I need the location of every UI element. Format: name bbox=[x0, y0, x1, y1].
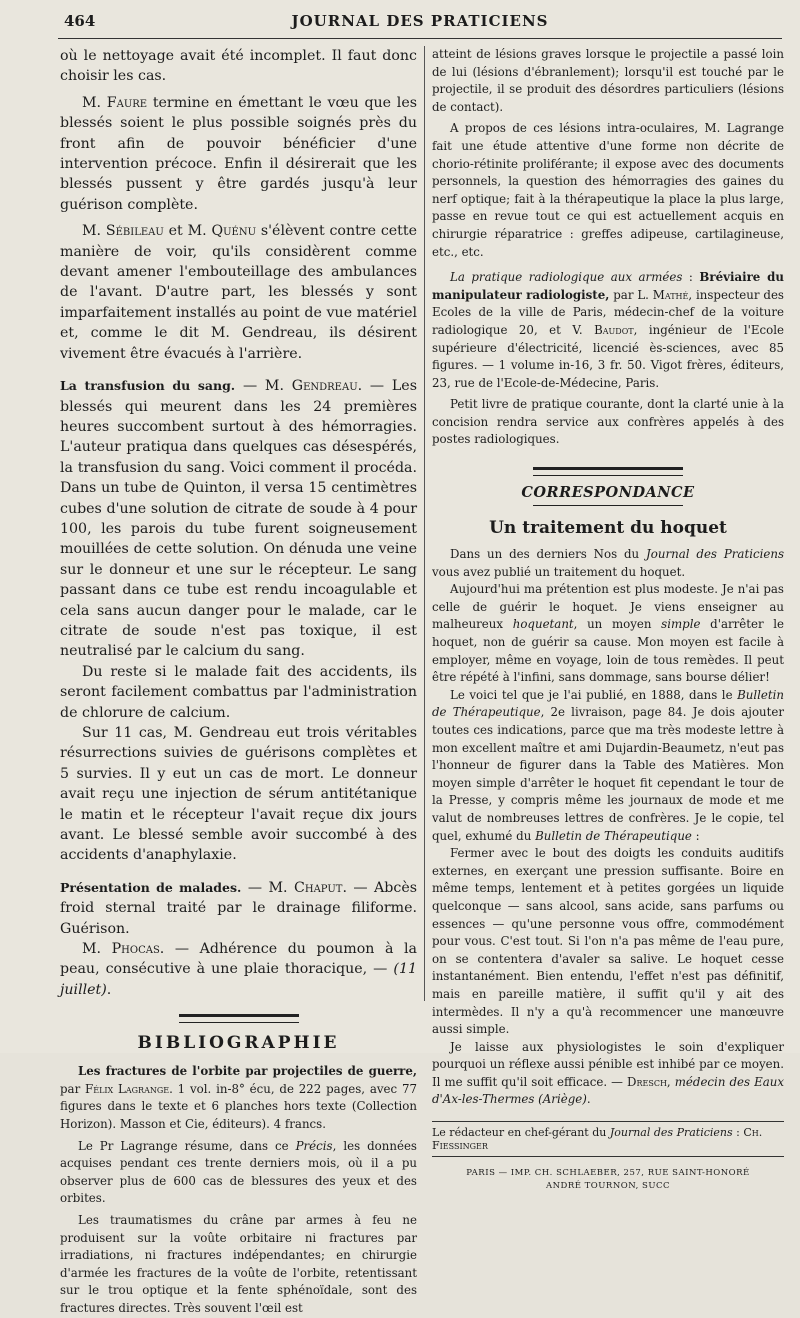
article-title: Un traitement du hoquet bbox=[489, 518, 727, 539]
paragraph bbox=[60, 46, 417, 87]
paragraph-text: , les données acquises pendant ces trente derniers mois, où il a pu observer plus de 600 cas de blessures des yeux et des orbites. bbox=[60, 1138, 417, 1206]
paragraph-text: s'élèvent contre cette manière de voir, qu'ils considèrent comme devant amener l'embouteillage des ambulances de l'avant. D'autre part, les blessés y sont imparfaitement installés au point de vue matériel et, comme le dit M. Gendreau, ils désirent vivement être évacués à l'arrière. bbox=[60, 223, 417, 362]
paragraph-text: atteint de lésions graves lorsque le projectile a passé loin de lui (lésions d'ébranlement); lorsqu'il est touché par le projectile, il se produit des désordres particuliers (lésions de contact). bbox=[432, 47, 784, 114]
text: Le voici tel que je l'ai publié, en 1888, dans le bbox=[450, 687, 738, 702]
paragraph-text: , inspecteur des Ecoles de la ville de Paris, médecin-chef de la voiture radiologique 20, et bbox=[432, 287, 784, 337]
paragraph-text: A propos de ces lésions intra-oculaires, M. Lagrange fait une étude attentive d'une forme non décrite de chorio-rétinite proliférante; il expose avec des documents personnels, la question des hémorragies des gaines du nerf optique; fait à la thérapeutique la place la plus large, passe en revue tout ce qui est actuellement acquis en chirurgie réparatrice : greffes adipeuse, cartilagineuse, etc., etc. bbox=[432, 121, 784, 259]
section-rule bbox=[179, 1014, 299, 1023]
paragraph-text: Sur 11 cas, M. Gendreau eut trois véritables résurrections suivies de guérisons complètes et 5 survies. Il y eut un cas de mort. Le donneur avait reçu une injection de sérum antitétanique le matin et le récepteur l'avait reçue dix jours avant. Le blessé semble avoir succombé à des accidents d'anaphylaxie. bbox=[60, 725, 417, 864]
printer-imprint bbox=[432, 1167, 784, 1193]
book-subtitle: Bréviaire du manipulateur radiologiste, bbox=[432, 270, 784, 302]
text: , bbox=[666, 1074, 675, 1089]
text: : bbox=[732, 1126, 744, 1140]
author-name: Dresch bbox=[627, 1074, 667, 1089]
quoted-paragraph bbox=[432, 845, 784, 1039]
paragraph bbox=[60, 878, 417, 939]
text: Le rédacteur en chef-gérant du bbox=[432, 1126, 610, 1140]
printer-line: ANDRÉ TOURNON, SUCC bbox=[545, 1181, 671, 1192]
page-header bbox=[58, 10, 782, 36]
paragraph bbox=[60, 376, 417, 662]
page-number: 464 bbox=[64, 12, 96, 30]
paragraph-text: Du reste si le malade fait des accidents, ils seront facilement combattus par l'administration de chlorure de calcium. bbox=[60, 663, 417, 721]
paragraph-text: Les traumatismes du crâne par armes à feu ne produisent sur la voûte orbitaire ni fractures par irradiations, ni fractures indépendantes; en chirurgie d'armée les fractures de la voûte de l'orbite, retentissant sur le trou optique et la fente sphénoïdale, sont des fractures directes. Très souvent l'œil est bbox=[60, 1213, 417, 1315]
bibliography-entry bbox=[60, 1063, 417, 1133]
paragraph bbox=[432, 1039, 784, 1109]
text: , un moyen bbox=[573, 617, 662, 632]
paragraph bbox=[432, 120, 784, 261]
section-run-in-heading: La transfusion du sang. bbox=[60, 378, 236, 394]
bibliography-title: BIBLIOGRAPHIE bbox=[137, 1033, 340, 1054]
paragraph bbox=[432, 581, 784, 687]
paragraph-text: , ingénieur de l'Ecole supérieure d'électricité, licencié ès-sciences, avec 85 figures. — 1 volume in-16, 3 fr. 50. Vigot frères, éditeurs, 23, rue de l'Ecole-de-Médecine, Paris. bbox=[432, 322, 784, 390]
author-name: L. Mathé bbox=[637, 287, 689, 302]
text: par bbox=[609, 287, 638, 302]
paragraph bbox=[432, 396, 784, 449]
section-run-in-heading: Présentation de malades. bbox=[60, 879, 242, 895]
paragraph-text: Je laisse aux physiologistes le soin d'expliquer pourquoi un réflexe aussi pénible est inhibé par ce moyen. Il me suffit qu'il soit efficace. — bbox=[432, 1039, 784, 1089]
emphasis: hoquetant bbox=[512, 617, 574, 632]
text: Le Pr Lagrange résume, dans ce bbox=[78, 1138, 296, 1153]
footer-rule bbox=[432, 1156, 784, 1157]
paragraph-text: vous avez publié un traitement du hoquet. bbox=[432, 564, 686, 579]
column-divider bbox=[424, 46, 425, 1001]
paragraph bbox=[60, 662, 417, 723]
text: — bbox=[241, 879, 269, 896]
journal-title: JOURNAL DES PRATICIENS bbox=[291, 12, 549, 30]
text: . bbox=[586, 1092, 591, 1107]
paragraph-text: Fermer avec le bout des doigts les conduits auditifs externes, en exerçant une pression suffisante. Boire en même temps, lentement et à petites gorgées un liquide quelconque — sans alcool, sans acide, sans parfums ou essences — qu'une personne vous offre, commodément pour vous. C'est tout. Si l'on n'a pas même de l'eau pure, on se contentera d'avaler sa salive. Le hoquet cesse instantanément. Bien entendu, l'effet n'est pas définitif, mais en pareille matière, il suffit qu'il y ait des intermèdes. Il n'y a qu'à recommencer une manœuvre aussi simple. bbox=[432, 846, 784, 1037]
paragraph bbox=[60, 723, 417, 866]
paragraph-text: . — Abcès froid sternal traité par le drainage filiforme. Guérison. bbox=[60, 879, 418, 937]
paragraph bbox=[60, 93, 417, 215]
paragraph bbox=[60, 1212, 417, 1318]
paragraph-text: . 1 vol. in-8° écu, de 222 pages, avec 77 figures dans le texte et 6 planches hors texte (Collection Horizon). Masson et Cie, éditeurs). 4 francs. bbox=[60, 1081, 417, 1132]
paragraph bbox=[432, 46, 784, 116]
author-name: Félix Lagrange bbox=[85, 1081, 170, 1096]
author-name: M. Faure bbox=[82, 94, 148, 111]
paragraph-text: d'arrêter le hoquet, non de guérir sa cause. Mon moyen est facile à employer, même en voyage, loin de tous remèdes. Il peut être répété à l'infini, sans dommage, sans bourse délier! bbox=[432, 617, 785, 685]
text: : bbox=[691, 828, 700, 843]
author-name: M. Quénu bbox=[187, 223, 257, 240]
author-name: M. Phocas bbox=[82, 941, 160, 958]
author-affiliation: médecin des Eaux d'Ax-les-Thermes (Ariège) bbox=[432, 1074, 784, 1107]
author-name: V. Baudot bbox=[572, 322, 634, 337]
paragraph-text: , 2e livraison, page 84. Je dois ajouter toutes ces indications, parce que ma très modeste lettre à mon excellent maître et ami Dujardin-Beaumetz, n'eut pas l'honneur de figurer dans la Table des Matières. Mon moyen simple d'arrêter le hoquet fit cependant le tour de la Presse, y compris même les journaux de mode et me valut de nombreuses lettres de confrères. Je le copie, tel quel, exhumé du bbox=[432, 705, 785, 843]
journal-name: Journal des Praticiens bbox=[609, 1126, 733, 1140]
text: Dans un des derniers Nos du bbox=[450, 547, 647, 562]
editor-name: Ch. Fiessinger bbox=[432, 1126, 763, 1153]
bibliography-entry bbox=[432, 269, 784, 392]
paragraph bbox=[60, 1138, 417, 1208]
author-name: M. Gendreau bbox=[264, 378, 358, 395]
paragraph-text: termine en émettant le vœu que les blessés soient le plus possible soignés près du front afin de pouvoir bénéficier d'une intervention précoce. Enfin il désirerait que les blessés pussent y être gardés jusqu'à leur guérison complète. bbox=[60, 94, 417, 213]
paragraph-text: . — Les blessés qui meurent dans les 24 premières heures succombent surtout à des hémorragies. L'auteur pratiqua dans quelques cas désespérés, la transfusion du sang. Voici comment il procéda. Dans un tube de Quinton, il versa 15 centimètres cubes d'une solution de citrate de soude à 4 pour 100, les parois du tube furent soigneusement mouillées de cette solution. On dénuda une veine sur le donneur et une sur le récepteur. Le sang passant dans ce tube est rendu incoagulable et cela sans aucun danger pour le malade, car le citrate de soude n'est pas toxique, il est neutralisé par le calcium du sang. bbox=[60, 378, 417, 660]
author-name: M. Sébileau bbox=[82, 223, 164, 240]
journal-name: Bulletin de Thérapeutique bbox=[432, 687, 784, 720]
paragraph-text: où le nettoyage avait été incomplet. Il faut donc choisir les cas. bbox=[60, 48, 417, 85]
date: (11 juillet) bbox=[60, 961, 417, 998]
emphasis: simple bbox=[661, 617, 701, 632]
paragraph bbox=[432, 546, 784, 581]
text: : bbox=[682, 270, 700, 285]
header-rule bbox=[58, 38, 782, 39]
text: et bbox=[163, 223, 188, 240]
journal-name: Journal des Praticiens bbox=[646, 547, 784, 562]
printer-line: PARIS — IMP. CH. SCHLAEBER, 257, RUE SAINT-HONORÉ bbox=[466, 1168, 750, 1179]
paragraph bbox=[432, 687, 784, 845]
text: Aujourd'hui ma prétention est plus modeste. Je n'ai pas celle de guérir le hoquet. Je viens enseigner au malheureux bbox=[432, 582, 784, 632]
section-underline bbox=[533, 505, 683, 506]
paragraph-text: . — Adhérence du poumon à la peau, consécutive à une plaie thoracique, — bbox=[60, 941, 417, 978]
paragraph bbox=[60, 221, 417, 364]
emphasis: Précis bbox=[295, 1138, 333, 1153]
paragraph bbox=[60, 939, 417, 1000]
book-title: La pratique radiologique aux armées bbox=[450, 270, 683, 285]
right-column bbox=[432, 46, 785, 1192]
text: . bbox=[106, 981, 112, 998]
section-rule bbox=[533, 467, 683, 476]
footer-rule bbox=[432, 1121, 784, 1122]
correspondence-title: CORRESPONDANCE bbox=[521, 484, 695, 502]
paragraph-text: Petit livre de pratique courante, dont la clarté unie à la concision rendra service aux confrères appelés à des postes radiologiques. bbox=[432, 397, 784, 447]
editor-credit bbox=[432, 1126, 784, 1152]
author-name: M. Chaput bbox=[268, 879, 343, 896]
text: — bbox=[235, 378, 265, 395]
book-title: Les fractures de l'orbite par projectiles de guerre, bbox=[78, 1064, 417, 1079]
text: par bbox=[60, 1081, 86, 1096]
left-column bbox=[60, 46, 418, 1315]
journal-name: Bulletin de Thérapeutique bbox=[535, 828, 692, 843]
